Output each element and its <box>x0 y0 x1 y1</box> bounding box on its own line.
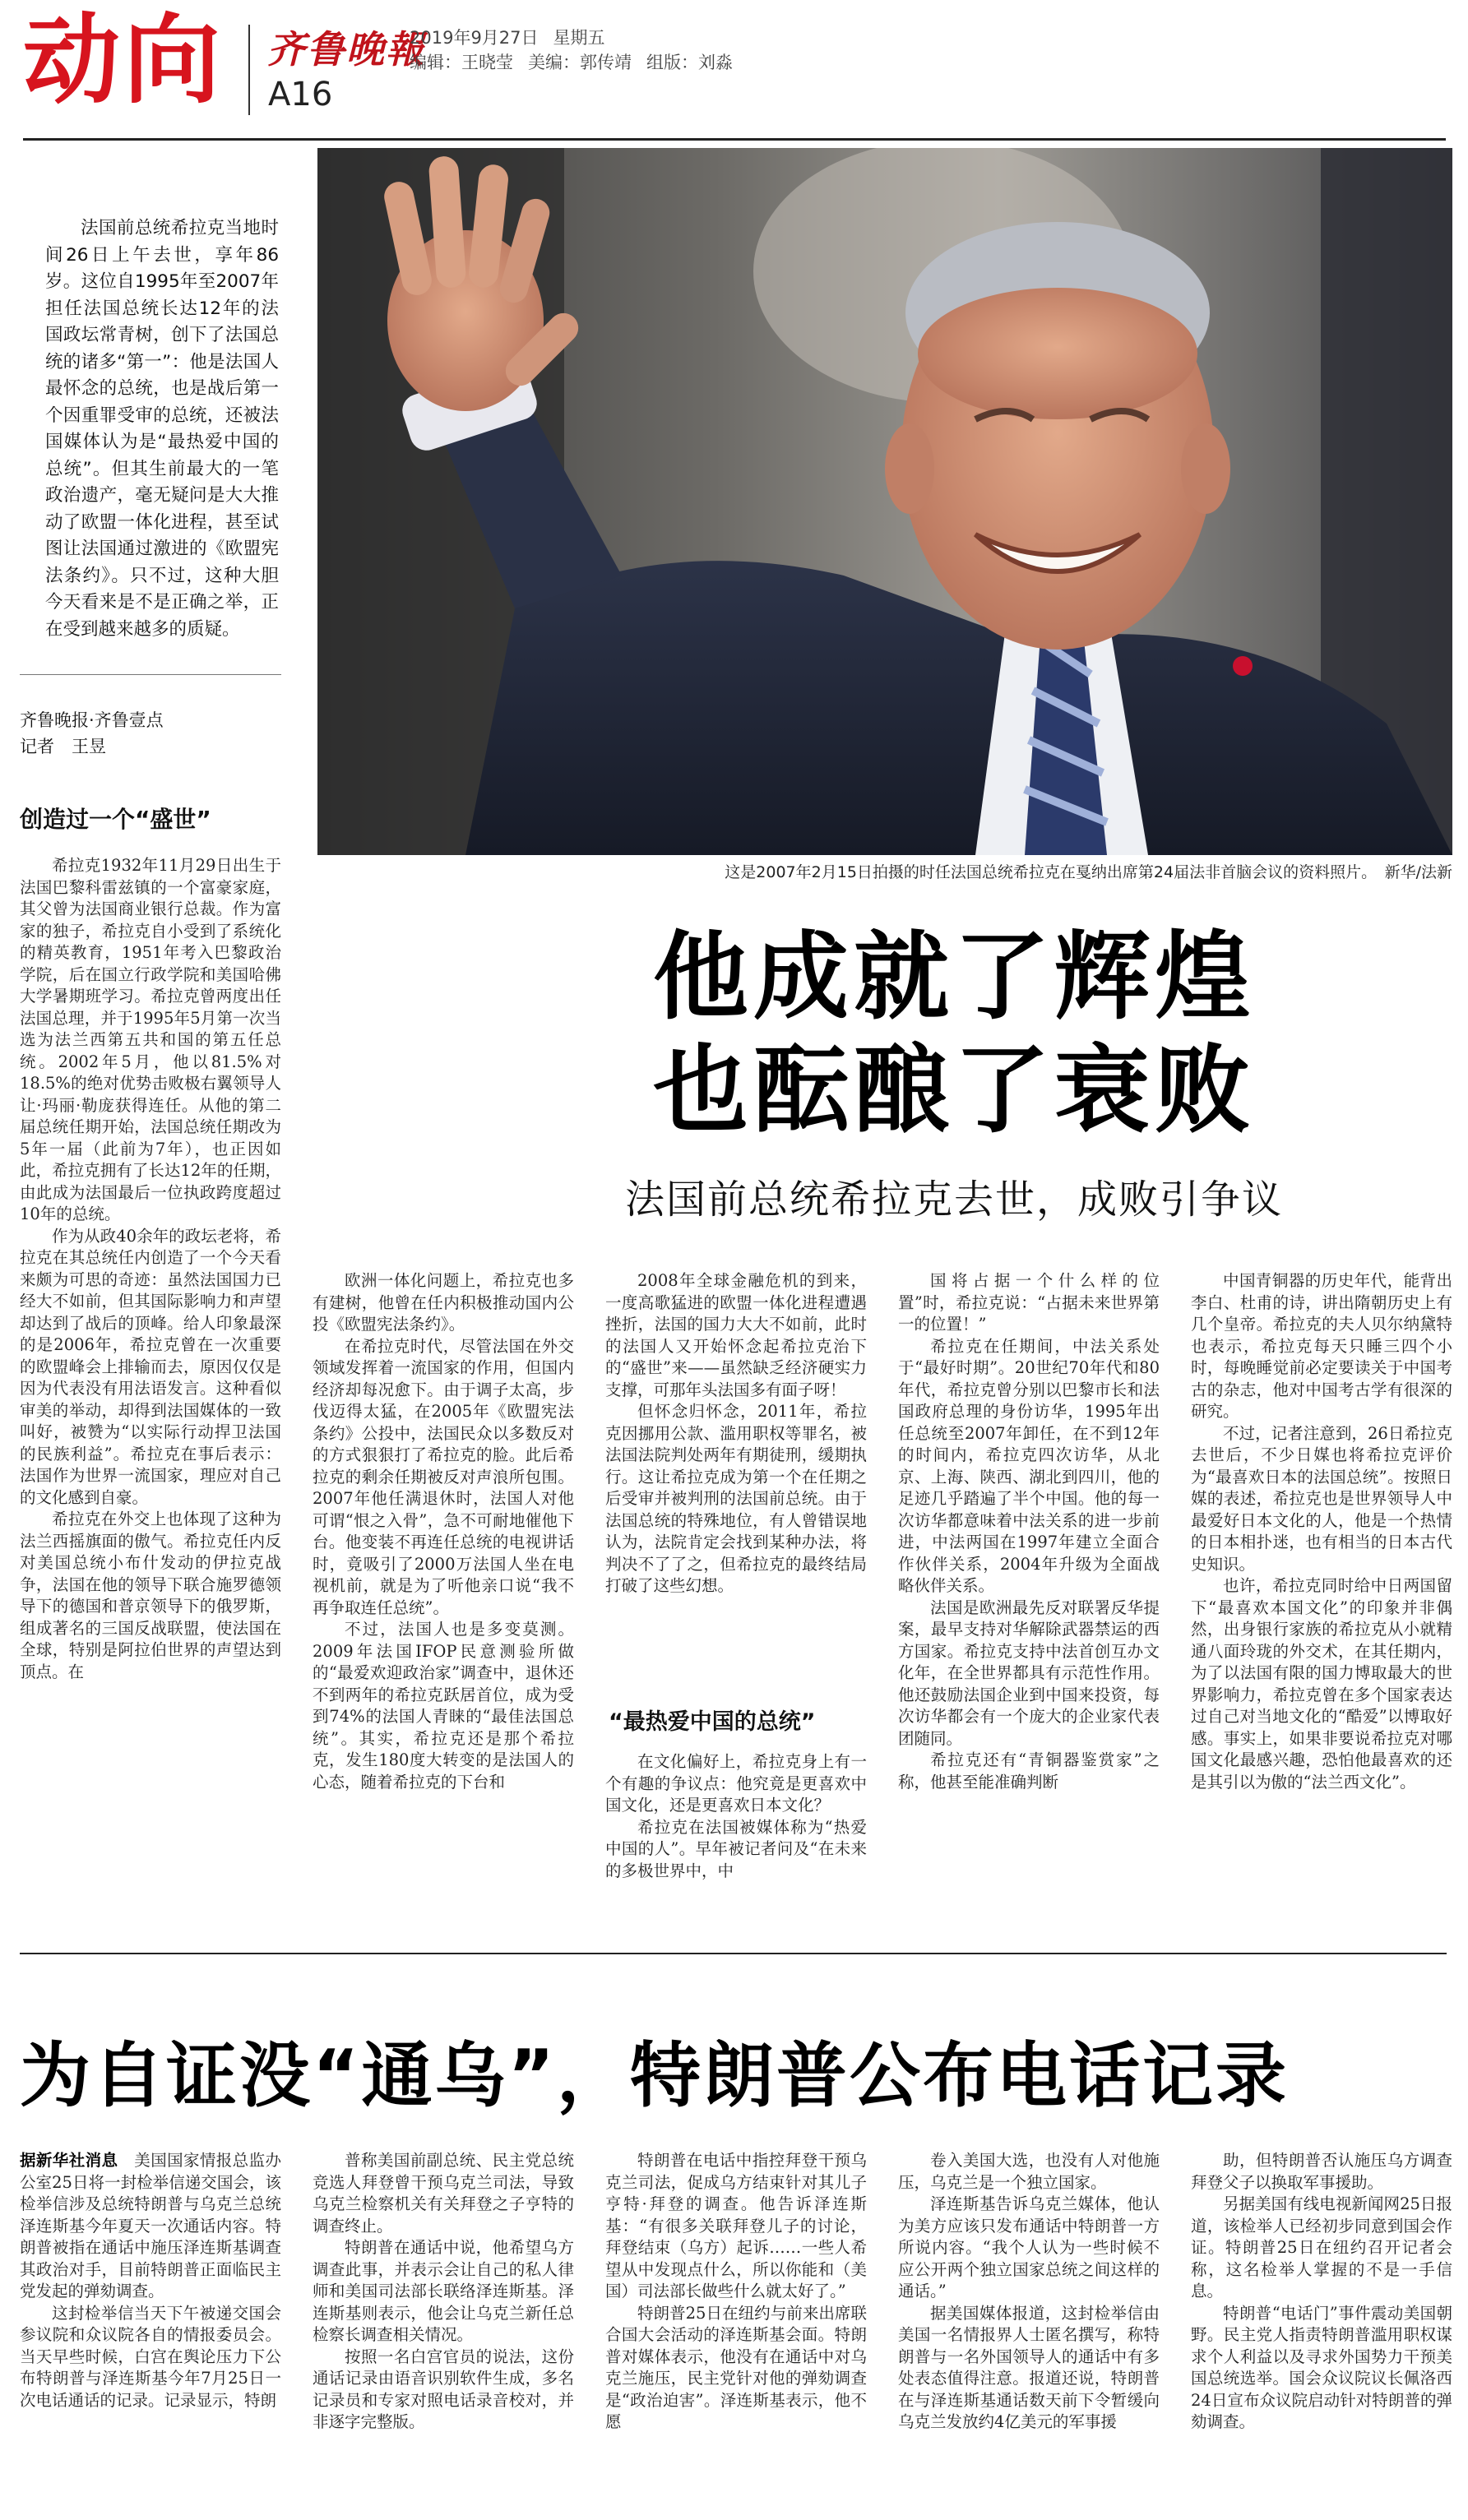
paragraph: 也许，希拉克同时给中日两国留下“最喜欢本国文化”的印象并非偶然，出身银行家族的希拉克从小就精通八面玲珑的外交术，在其任期内，为了以法国有限的国力博取最大的世界影响力，希拉克曾在多个国家表达过自己对当地文化的“酷爱”以博取好感。事实上，如果非要说希拉克对哪国文化最感兴趣，恐怕他最喜欢的还是其引以为傲的“法兰西文化”。 <box>1191 1576 1452 1792</box>
editor-credit: 编辑：王晓莹 <box>410 53 513 72</box>
paragraph: 另据美国有线电视新闻网25日报道，该检举人已经初步同意到国会作证。特朗普25日在纽约召开记者会称，这名检举人掌握的不是一手信息。 <box>1191 2194 1452 2300</box>
paragraph: 中国青铜器的历史年代，能背出李白、杜甫的诗，讲出隋朝历史上有几个皇帝。希拉克的夫人贝尔纳黛特也表示，希拉克每天只睡三四个小时，每晚睡觉前必定要读关于中国考古的杂志，他对中国考古学有很深的研究。 <box>1191 1271 1452 1421</box>
paragraph <box>20 2150 281 2303</box>
paragraph: 不过，记者注意到，26日希拉克去世后，不少日媒也将希拉克评价为“最喜欢日本的法国总统”。按照日媒的表述，希拉克也是世界领导人中最爱好日本文化的人，他是一个热情的日本相扑迷，也有相当的日本古代史知识。 <box>1191 1423 1452 1574</box>
paragraph: 卷入美国大选，也没有人对他施压，乌克兰是一个独立国家。 <box>898 2151 1160 2192</box>
byline-source: 齐鲁晚报·齐鲁壹点 <box>20 710 164 730</box>
paragraph: 国将占据一个什么样的位置”时，希拉克说：“占据未来世界第一的位置！” <box>898 1271 1160 1334</box>
paragraph-text: 美国国家情报总监办公室25日将一封检举信递交国会，该检举信涉及总统特朗普与乌克兰总统泽连斯基今年夏天一次通话内容。特朗普被指在通话中施压泽连斯基调查其政治对手，目前特朗普正面临民主党发起的弹劾调查。 <box>20 2151 281 2300</box>
section-title: 动向 <box>23 3 225 117</box>
paragraph: 希拉克在任期间，中法关系处于“最好时期”。20世纪70年代和80年代，希拉克曾分别以巴黎市长和法国政府总理的身份访华，1995年出任总统至2007年卸任，在不到12年的时间内，希拉克四次访华，从北京、上海、陕西、湖北到四川，他的足迹几乎踏遍了半个中国。他的每一次访华都意味着中法关系的进一步前进，中法两国在1997年建立全面合作伙伴关系，2004年升级为全面战略伙伴关系。 <box>898 1336 1160 1595</box>
newspaper-logo: 齐鲁晚報 <box>267 27 425 72</box>
paragraph: 特朗普“电话门”事件震动美国朝野。民主党人指责特朗普滥用职权谋求个人利益以及寻求外国势力干预美国总统选举。国会众议院议长佩洛西24日宣布众议院启动针对特朗普的弹劾调查。 <box>1191 2303 1452 2431</box>
paragraph: 作为从政40余年的政坛老将，希拉克在其总统任内创造了一个今天看来颇为可思的奇迹：虽然法国国力已经大不如前，但其国际影响力和声望却达到了战后的顶峰。给人印象最深的是2006年，希拉克曾在一次重要的欧盟峰会上排输而去，原因仅仅是因为代表没有用法语发言。这种看似审美的举动，却得到法国媒体的一致叫好，被赞为“以实际行动捍卫法国的民族利益”。希拉克在事后表示：法国作为世界一流国家，理应对自己的文化感到自豪。 <box>20 1226 281 1507</box>
lede-divider <box>20 674 281 675</box>
paragraph: 特朗普25日在纽约与前来出席联合国大会活动的泽连斯基会面。特朗普对媒体表示，他没有在通话中对乌克兰施压，民主党针对他的弹劾调查是“政治迫害”。泽连斯基表示，他不愿 <box>605 2303 867 2431</box>
trump-headline: 为自证没“通乌”，特朗普公布电话记录 <box>20 2035 1290 2117</box>
article-column-4 <box>898 1270 1160 1940</box>
section-heading-prosperity: 创造过一个“盛世” <box>20 806 211 833</box>
headline-line-2: 也酝酿了衰败 <box>653 1035 1255 1146</box>
paragraph: 在文化偏好上，希拉克身上有一个有趣的争议点：他究竟是更喜欢中国文化，还是更喜欢日本文化？ <box>605 1752 867 1815</box>
article-column-2 <box>313 1270 574 1940</box>
paragraph: 希拉克1932年11月29日出生于法国巴黎科雷兹镇的一个富豪家庭，其父曾为法国商业银行总裁。作为富家的独子，希拉克自小受到了系统化的精英教育，1951年考入巴黎政治学院，后在国立行政学院和美国哈佛大学暑期班学习。希拉克曾两度出任法国总理，并于1995年5月第一次当选为法兰西第五共和国的第五任总统。2002年5月，他以81.5%对18.5%的绝对优势击败极右翼领导人让·玛丽·勒庞获得连任。从他的第二届总统任期开始，法国总统任期改为5年一届（此前为7年），也正因如此，希拉克拥有了长达12年的任期，由此成为法国最后一位执政跨度超过10年的总统。 <box>20 856 281 1223</box>
masthead-divider <box>248 25 250 115</box>
article-column-1 <box>20 855 281 1940</box>
issue-weekday: 星期五 <box>553 28 605 48</box>
page-number: A16 <box>268 76 333 113</box>
byline-reporter: 记者 王昱 <box>20 737 106 756</box>
paragraph: 但怀念归怀念，2011年，希拉克因挪用公款、滥用职权等罪名，被法国法院判处两年有期徒刑，缓期执行。这让希拉克成为第一个在任期之后受审并被判刑的法国前总统。由于法国总统的特殊地位，有人曾错误地认为，法院肯定会找到某种办法，将判决不了了之，但希拉克的最终结局打破了这些幻想。 <box>605 1402 867 1595</box>
issue-date-line <box>410 25 620 49</box>
article-divider <box>20 1953 1447 1954</box>
paragraph: 不过，法国人也是多变莫测。2009年法国IFOP民意测验所做的“最爱欢迎政治家”调查中，退休还不到两年的希拉克跃居首位，成为受到74%的法国人青睐的“最佳法国总统”。其实，希拉克还是那个希拉克，发生180度大转变的是法国人的心态，随着希拉克的下台和 <box>313 1620 574 1792</box>
news-source-tag: 据新华社消息 <box>20 2151 118 2170</box>
paragraph: 欧洲一体化问题上，希拉克也多有建树，他曾在任内积极推动国内公投《欧盟宪法条约》。 <box>313 1271 574 1334</box>
photo-illustration <box>317 148 1452 855</box>
article-column-3b <box>605 1751 867 1940</box>
photo-caption: 这是2007年2月15日拍摄的时任法国总统希拉克在戛纳出席第24届法非首脑会议的资料照片。 新华/法新 <box>725 863 1452 881</box>
paragraph: 在希拉克时代，尽管法国在外交领域发挥着一流国家的作用，但国内经济却每况愈下。由于调子太高，步伐迈得太猛，在2005年《欧盟宪法条约》公投中，法国民众以多数反对的方式狠狠打了希拉克的脸。此后希拉克的剩余任期被反对声浪所包围。2007年他任满退休时，法国人对他可谓“恨之入骨”，急不可耐地催他下台。他变装不再连任总统的电视讲话时，竟吸引了2000万法国人坐在电视机前，就是为了听他亲口说“我不再争取连任总统”。 <box>313 1336 574 1617</box>
paragraph: 这封检举信当天下午被递交国会参议院和众议院各自的情报委员会。当天早些时候，白宫在舆论压力下公布特朗普与泽连斯基今年7月25日一次电话通话的记录。记录显示，特朗 <box>20 2303 281 2410</box>
paragraph: 希拉克在法国被媒体称为“热爱中国的人”。早年被记者问及“在未来的多极世界中，中 <box>605 1817 867 1880</box>
trump-column-5 <box>1191 2150 1452 2516</box>
paragraph: 据美国媒体报道，这封检举信由美国一名情报界人士匿名撰写，称特朗普与一名外国领导人的通话中有多处表态值得注意。报道还说，特朗普在与泽连斯基通话数天前下令暂缓向乌克兰发放约4亿美元的军事援 <box>898 2303 1160 2431</box>
article-column-5 <box>1191 1270 1452 1940</box>
section-heading-china: “最热爱中国的总统” <box>609 1709 816 1735</box>
issue-date: 2019年9月27日 <box>410 28 539 48</box>
chirac-photo <box>317 148 1452 855</box>
editor-credits <box>410 49 748 74</box>
paragraph: 2008年全球金融危机的到来，一度高歌猛进的欧盟一体化进程遭遇挫折，法国的国力大大不如前，此时的法国人又开始怀念起希拉克治下的“盛世”来——虽然缺乏经济硬实力支撑，可那年头法国多有面子呀！ <box>605 1271 867 1399</box>
trump-column-3 <box>605 2150 867 2516</box>
paragraph: 特朗普在电话中指控拜登干预乌克兰司法，促成乌方结束针对其儿子亨特·拜登的调查。他告诉泽连斯基：“有很多关联拜登儿子的讨论，拜登结束（乌方）起诉……一些人希望从中发现点什么，所以你能和（美国）司法部长做些什么就太好了。” <box>605 2151 867 2300</box>
article-column-3 <box>605 1270 867 1681</box>
paragraph: 希拉克还有“青铜器鉴赏家”之称，他甚至能准确判断 <box>898 1750 1160 1792</box>
paragraph: 泽连斯基告诉乌克兰媒体，他认为美方应该只发布通话中特朗普一方所说内容。“我个人认为一些时候不应公开两个独立国家总统之间这样的通话。” <box>898 2194 1160 2300</box>
masthead-rule <box>23 138 1446 141</box>
sub-headline: 法国前总统希拉克去世，成败引争议 <box>624 1177 1283 1223</box>
main-headline <box>461 921 1447 1148</box>
paragraph: 特朗普在通话中说，他希望乌方调查此事，并表示会让自己的私人律师和美国司法部长联络泽连斯基。泽连斯基则表示，他会让乌克兰新任总检察长调查相关情况。 <box>313 2238 574 2344</box>
article-lede: 法国前总统希拉克当地时间26日上午去世，享年86岁。这位自1995年至2007年担任法国总统长达12年的法国政坛常青树，创下了法国总统的诸多“第一”：他是法国人最怀念的总统，也是战后第一个因重罪受审的总统，还被法国媒体认为是“最热爱中国的总统”。但其生前最大的一笔政治遗产，毫无疑问是大大推动了欧盟一体化进程，甚至试图让法国通过激进的《欧盟宪法条约》。只不过，这种大胆今天看来是不是正确之举，正在受到越来越多的质疑。 <box>45 218 279 640</box>
paragraph: 普称美国前副总统、民主党总统竞选人拜登曾干预乌克兰司法，导致乌克兰检察机关有关拜登之子亨特的调查终止。 <box>313 2151 574 2236</box>
trump-column-2 <box>313 2150 574 2516</box>
trump-column-1 <box>20 2150 281 2516</box>
headline-line-1: 他成就了辉煌 <box>653 922 1255 1033</box>
art-editor-credit: 美编：郭传靖 <box>528 53 632 72</box>
paragraph: 助，但特朗普否认施压乌方调查拜登父子以换取军事援助。 <box>1191 2151 1452 2192</box>
trump-column-4 <box>898 2150 1160 2516</box>
paragraph: 按照一名白宫官员的说法，这份通话记录由语音识别软件生成，多名记录员和专家对照电话录音校对，并非逐字完整版。 <box>313 2347 574 2431</box>
paragraph: 希拉克在外交上也体现了这种为法兰西摇旗面的傲气。希拉克任内反对美国总统小布什发动的伊拉克战争，法国在他的领导下联合施罗德领导下的德国和普京领导下的俄罗斯，组成著名的三国反战联盟，使法国在全球，特别是阿拉伯世界的声望达到顶点。在 <box>20 1510 281 1681</box>
paragraph: 法国是欧洲最先反对联署反华提案，最早支持对华解除武器禁运的西方国家。希拉克支持中法首创互办文化年，在全世界都具有示范性作用。他还鼓励法国企业到中国来投资，每次访华都会有一个庞大的企业家代表团随同。 <box>898 1598 1160 1748</box>
layout-credit: 组版：刘淼 <box>646 53 733 72</box>
